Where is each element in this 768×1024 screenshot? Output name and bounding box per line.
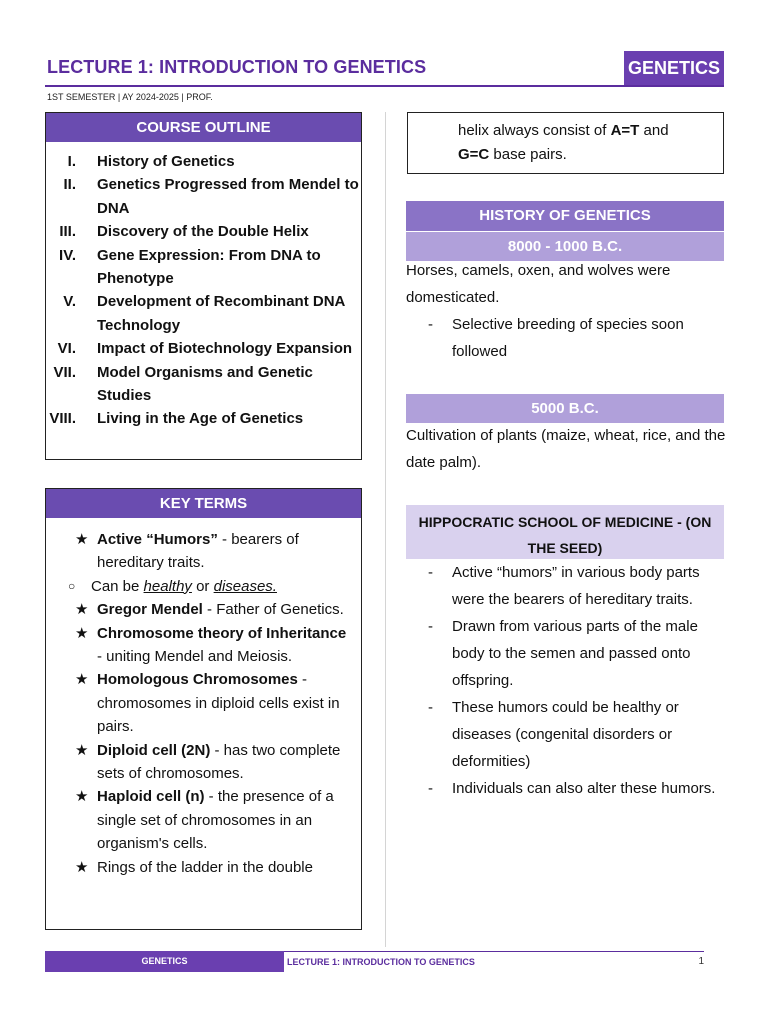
era-heading-5000bc: 5000 B.C. bbox=[406, 394, 724, 423]
bullet-text: Individuals can also alter these humors. bbox=[452, 780, 716, 797]
era-hippocratic-content bbox=[406, 559, 726, 802]
era-8000bc-bullet bbox=[406, 311, 726, 365]
outline-item bbox=[46, 407, 361, 430]
key-term-item bbox=[46, 856, 361, 879]
key-terms-box bbox=[45, 488, 362, 930]
key-term: Homologous Chromosomes bbox=[97, 671, 298, 689]
key-terms-list bbox=[46, 518, 361, 879]
outline-label: Living in the Age of Genetics bbox=[97, 410, 304, 428]
page-subtitle: 1ST SEMESTER | AY 2024-2025 | PROF. bbox=[47, 92, 213, 102]
outline-item bbox=[46, 337, 361, 360]
outline-label: Genetics Progressed from Mendel to DNA bbox=[97, 176, 359, 217]
outline-item bbox=[46, 244, 361, 291]
subitem-text: Can be bbox=[91, 577, 144, 595]
key-term: Haploid cell (n) bbox=[97, 788, 205, 806]
key-term-item bbox=[46, 598, 361, 621]
star-icon: ★ bbox=[75, 624, 89, 642]
key-term-item bbox=[46, 739, 361, 786]
outline-item bbox=[46, 361, 361, 408]
key-term-item bbox=[46, 785, 361, 855]
star-icon: ★ bbox=[75, 788, 89, 806]
outline-label: History of Genetics bbox=[97, 153, 235, 170]
outline-item bbox=[46, 290, 361, 337]
era-8000bc-content bbox=[406, 257, 726, 365]
outline-item bbox=[46, 173, 361, 220]
footer-lecture-title: LECTURE 1: INTRODUCTION TO GENETICS bbox=[284, 951, 704, 972]
dash-bullet: - bbox=[428, 780, 433, 797]
key-term-subitem bbox=[46, 575, 361, 598]
key-term-item bbox=[46, 668, 361, 738]
base-pair-at: A=T bbox=[610, 122, 640, 139]
continued-text: helix always consist of bbox=[458, 122, 611, 139]
continued-key-term bbox=[407, 112, 724, 174]
continued-text: and bbox=[639, 122, 669, 139]
outline-number: I. bbox=[67, 153, 76, 170]
key-term-item bbox=[46, 622, 361, 669]
outline-item bbox=[46, 220, 361, 243]
star-icon: ★ bbox=[75, 741, 89, 759]
dash-bullet: - bbox=[428, 699, 433, 716]
circle-icon: ○ bbox=[68, 578, 76, 593]
outline-number: IV. bbox=[59, 246, 76, 264]
subitem-text: or bbox=[191, 577, 214, 595]
era-5000bc-text: Cultivation of plants (maize, wheat, rice, and the date palm). bbox=[406, 427, 726, 471]
key-term: Diploid cell (2N) bbox=[97, 741, 211, 759]
outline-number: VIII. bbox=[49, 410, 76, 428]
page-title: LECTURE 1: INTRODUCTION TO GENETICS bbox=[47, 57, 427, 77]
column-divider bbox=[385, 112, 386, 947]
era-8000bc-text: Horses, camels, oxen, and wolves were domesticated. bbox=[406, 262, 671, 306]
hippocratic-bullet bbox=[406, 775, 726, 802]
page-footer bbox=[45, 951, 704, 972]
outline-number: III. bbox=[59, 223, 76, 241]
key-term-definition: - uniting Mendel and Meiosis. bbox=[97, 648, 293, 666]
bullet-text: Drawn from various parts of the male body to the semen and passed onto offspring. bbox=[452, 618, 698, 689]
key-term-definition: - the presence of a single set of chromosomes in an organism's cells. bbox=[97, 788, 334, 853]
key-term: Gregor Mendel bbox=[97, 601, 203, 619]
outline-label: Discovery of the Double Helix bbox=[97, 223, 309, 241]
outline-number: II. bbox=[63, 176, 76, 194]
subitem-diseases: diseases. bbox=[213, 577, 277, 595]
era-heading-8000bc: 8000 - 1000 B.C. bbox=[406, 232, 724, 261]
title-rule bbox=[45, 85, 724, 87]
star-icon: ★ bbox=[75, 671, 89, 689]
dash-bullet: - bbox=[428, 618, 433, 635]
key-term-definition: - has two complete sets of chromosomes. bbox=[97, 741, 341, 783]
star-icon: ★ bbox=[75, 531, 89, 548]
star-icon: ★ bbox=[75, 858, 89, 876]
hippocratic-bullet bbox=[406, 559, 726, 613]
key-terms-heading: KEY TERMS bbox=[46, 489, 361, 518]
course-outline-box bbox=[45, 112, 362, 460]
history-heading: HISTORY OF GENETICS bbox=[406, 201, 724, 231]
outline-label: Gene Expression: From DNA to Phenotype bbox=[97, 246, 321, 288]
course-outline-heading: COURSE OUTLINE bbox=[46, 113, 361, 142]
hippocratic-bullet bbox=[406, 694, 726, 775]
outline-label: Model Organisms and Genetic Studies bbox=[97, 363, 313, 405]
key-term-definition: - chromosomes in diploid cells exist in pairs. bbox=[97, 671, 340, 736]
bullet-text: These humors could be healthy or diseases (congenital disorders or deformities) bbox=[452, 699, 679, 770]
outline-number: VI. bbox=[57, 340, 76, 358]
hippocratic-bullet bbox=[406, 613, 726, 694]
dash-bullet: - bbox=[428, 316, 433, 333]
footer-subject: GENETICS bbox=[45, 951, 284, 972]
outline-item bbox=[46, 150, 361, 173]
bullet-text: Active “humors” in various body parts were the bearers of hereditary traits. bbox=[452, 564, 700, 608]
outline-number: V. bbox=[63, 293, 76, 311]
era-heading-hippocratic: HIPPOCRATIC SCHOOL OF MEDICINE - (ON THE SEED) bbox=[406, 505, 724, 559]
outline-number: VII. bbox=[53, 363, 76, 381]
star-icon: ★ bbox=[75, 601, 89, 619]
course-outline-list bbox=[46, 142, 361, 431]
base-pair-gc: G=C bbox=[458, 146, 490, 163]
dash-bullet: - bbox=[428, 564, 433, 581]
key-term: Active “Humors” bbox=[97, 531, 218, 548]
page-number: 1 bbox=[698, 956, 704, 967]
key-term: Chromosome theory of Inheritance bbox=[97, 624, 347, 642]
key-term-definition: Rings of the ladder in the double bbox=[97, 858, 313, 876]
continued-text: base pairs. bbox=[489, 146, 567, 163]
outline-label: Impact of Biotechnology Expansion bbox=[97, 340, 353, 358]
key-term-definition: - Father of Genetics. bbox=[202, 601, 344, 619]
outline-label: Development of Recombinant DNA Technology bbox=[97, 293, 345, 334]
subitem-healthy: healthy bbox=[143, 577, 192, 595]
key-term-item bbox=[46, 528, 361, 575]
bullet-text: Selective breeding of species soon followed bbox=[452, 316, 684, 360]
key-term-definition: - bearers of hereditary traits. bbox=[97, 531, 299, 572]
subject-tag: GENETICS bbox=[624, 51, 724, 86]
